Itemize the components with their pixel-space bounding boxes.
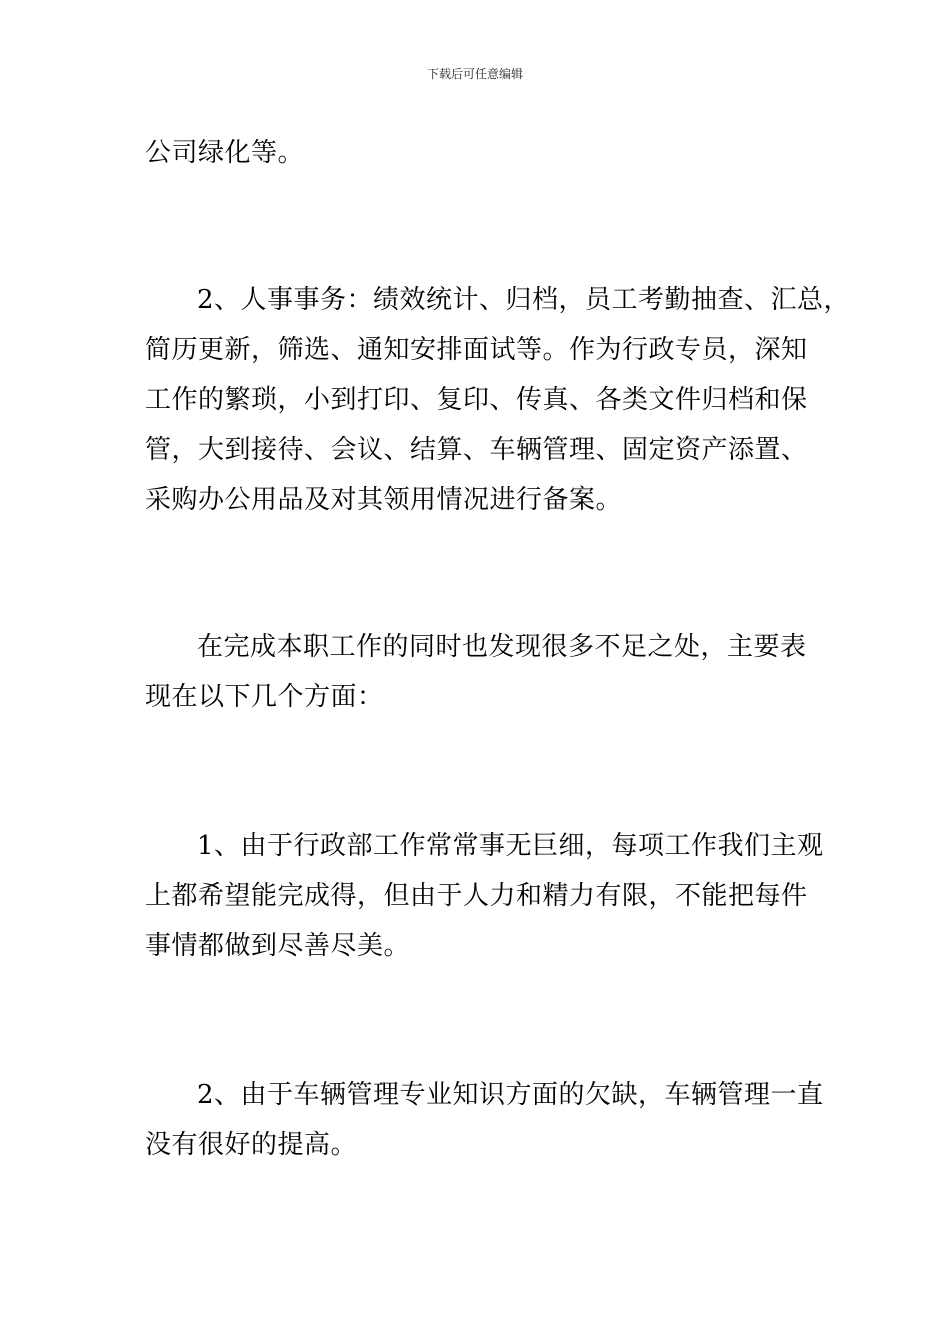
paragraph-line: 在完成本职工作的同时也发现很多不足之处，主要表 (197, 632, 807, 662)
paragraph-4 (145, 821, 824, 971)
paragraph-line: 采购办公用品及对其领用情况进行备案。 (145, 485, 623, 515)
paragraph-line: 现在以下几个方面： (145, 682, 384, 712)
page-header: 下载后可任意编辑 (426, 67, 523, 81)
paragraph-line: 管，大到接待、会议、结算、车辆管理、固定资产添置、 (145, 435, 808, 465)
paragraph-1 (145, 128, 815, 178)
paragraph-line: 上都希望能完成得，但由于人力和精力有限，不能把每件 (145, 881, 808, 911)
paragraph-line: 工作的繁琐，小到打印、复印、传真、各类文件归档和保 (145, 385, 808, 415)
paragraph-2 (145, 275, 851, 525)
paragraph-line: 公司绿化等。 (145, 138, 305, 168)
paragraph-line: 1、由于行政部工作常常事无巨细，每项工作我们主观 (197, 831, 824, 861)
paragraph-line: 事情都做到尽善尽美。 (145, 931, 411, 961)
paragraph-line: 简历更新，筛选、通知安排面试等。作为行政专员，深知 (145, 335, 808, 365)
paragraph-line: 2、由于车辆管理专业知识方面的欠缺，车辆管理一直 (197, 1080, 824, 1110)
paragraph-5 (145, 1070, 824, 1170)
paragraph-line: 没有很好的提高。 (145, 1130, 358, 1160)
paragraph-3 (145, 622, 815, 722)
paragraph-line: 2、人事事务：绩效统计、归档，员工考勤抽查、汇总， (197, 285, 851, 315)
